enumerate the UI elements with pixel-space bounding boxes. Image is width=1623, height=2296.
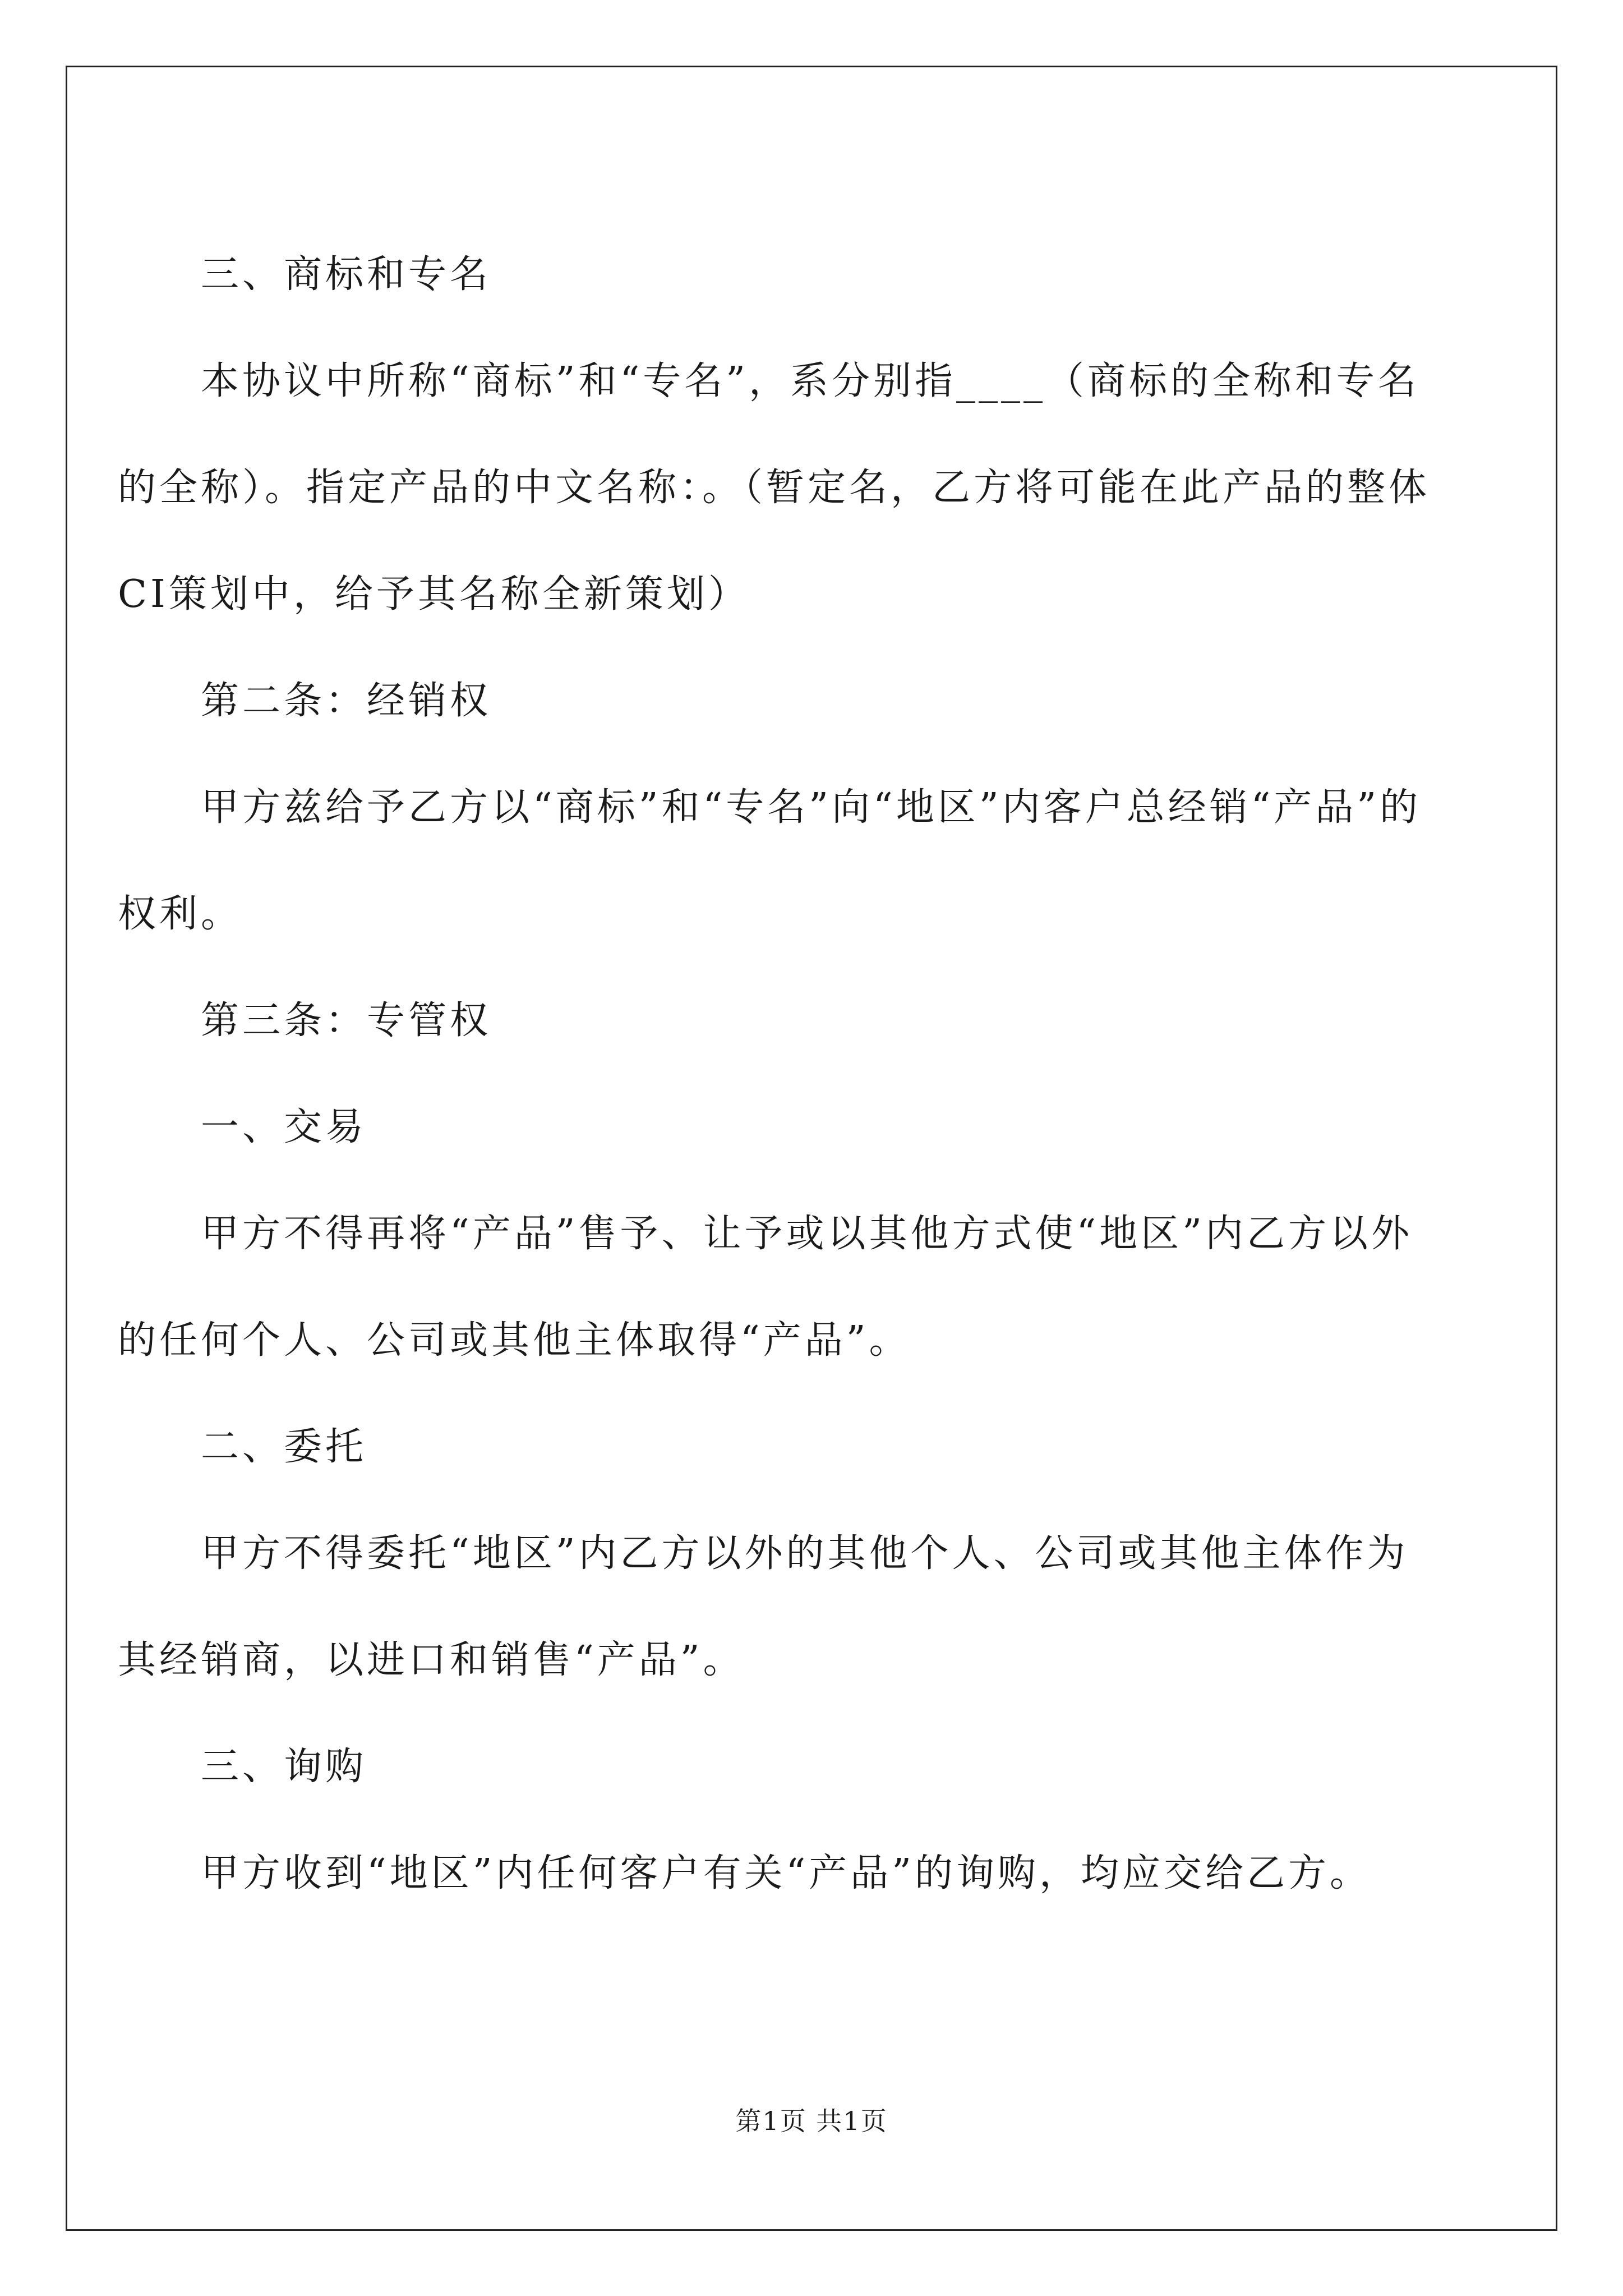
paragraph-entrustment: 甲方不得委托“地区”内乙方以外的其他个人、公司或其他主体作为其经销商，以进口和销售“产品”。: [118, 1531, 1409, 1682]
paragraph-distribution-right: 甲方兹给予乙方以“商标”和“专名”向“地区”内客户总经销“产品”的权利。: [118, 785, 1422, 936]
section-heading-transaction: 一、交易: [201, 1105, 367, 1149]
section-heading-entrustment: 二、委托: [201, 1425, 367, 1469]
page-number-footer: 第1页 共1页: [735, 2106, 888, 2136]
paragraph-trademark-definition: 本协议中所称“商标”和“专名”，系分别指____（商标的全称和专名的全称）。指定产品的中文名称：。（暂定名，乙方将可能在此产品的整体CI策划中，给予其名称全新策划）: [118, 359, 1431, 616]
section-heading-trademark: 三、商标和专名: [201, 252, 492, 297]
paragraph-transaction: 甲方不得再将“产品”售予、让予或以其他方式使“地区”内乙方以外的任何个人、公司或其他主体取得“产品”。: [118, 1212, 1413, 1363]
document-body: [118, 222, 1435, 1927]
section-heading-inquiry: 三、询购: [201, 1745, 367, 1789]
article-heading-distribution-right: 第二条：经销权: [201, 679, 492, 723]
article-heading-exclusive-right: 第三条：专管权: [201, 999, 492, 1043]
paragraph-inquiry: 甲方收到“地区”内任何客户有关“产品”的询购，均应交给乙方。: [201, 1851, 1372, 1895]
